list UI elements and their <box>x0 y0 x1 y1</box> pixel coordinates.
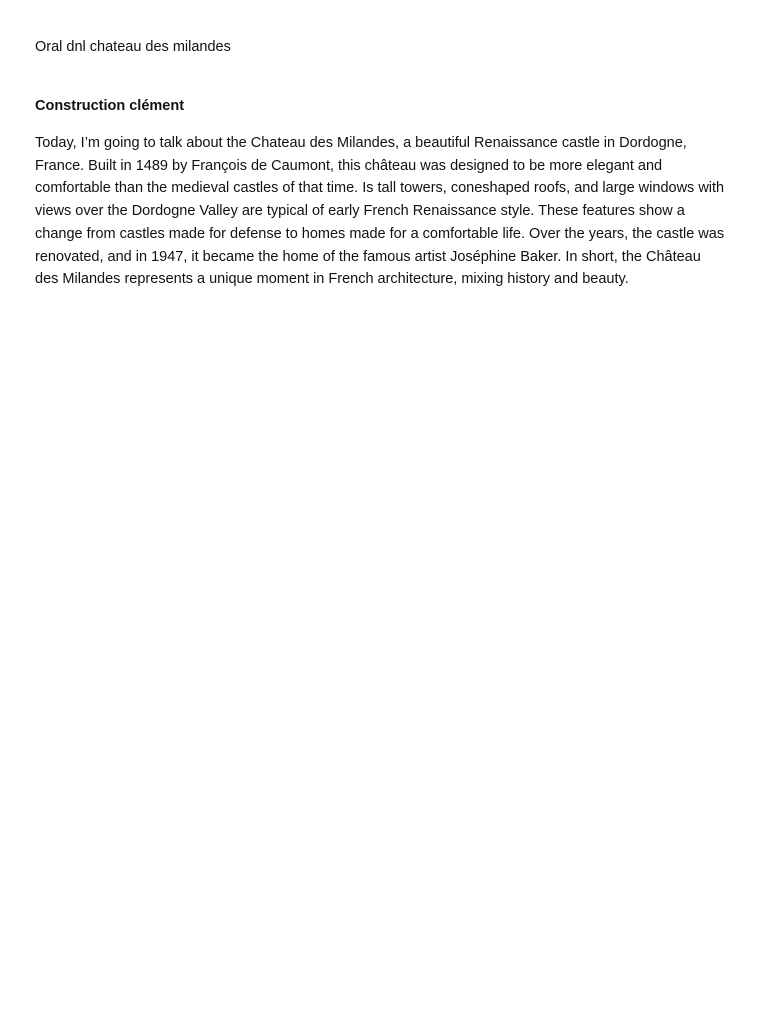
body-paragraph: Today, I’m going to talk about the Chateau des Milandes, a beautiful Renaissance castle in Dordogne, France. Built in 1489 by François de Caumont, this château was designed to be more elegant and comfortable than the medieval castles of that time. Is tall towers, coneshaped roofs, and large windows with views over the Dordogne Valley are typical of early French Renaissance style. These features show a change from castles made for defense to homes made for a comfortable life. Over the years, the castle was renovated, and in 1947, it became the home of the famous artist Joséphine Baker. In short, the Château des Milandes represents a unique moment in French architecture, mixing history and beauty. <box>35 135 725 288</box>
document-title: Oral dnl chateau des milandes <box>35 39 231 55</box>
section-heading: Construction clément <box>35 98 185 114</box>
